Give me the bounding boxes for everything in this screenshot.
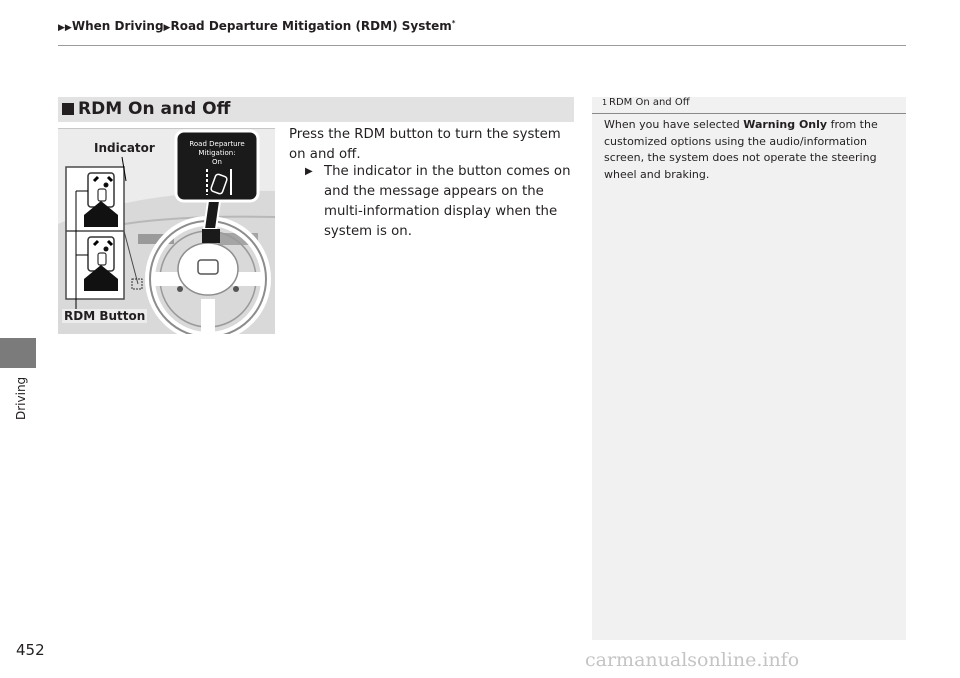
note-title: RDM On and Off <box>609 97 690 108</box>
note-number: 1 <box>602 98 608 107</box>
indicator-label: Indicator <box>94 141 155 155</box>
note-header <box>592 97 906 114</box>
breadcrumb-item-rdm[interactable]: Road Departure Mitigation (RDM) System <box>170 19 452 33</box>
rdm-illustration <box>58 128 275 334</box>
section-title: RDM On and Off <box>78 99 231 119</box>
mid-display-line1: Road Departure <box>189 140 245 148</box>
double-triangle-icon: ▶▶ <box>58 23 72 33</box>
instruction-paragraph: Press the RDM button to turn the system on and off. <box>289 127 561 162</box>
chapter-tab <box>0 338 36 368</box>
chapter-label <box>12 368 30 428</box>
mid-display-message <box>179 140 255 167</box>
triangle-icon: ▶ <box>163 23 171 33</box>
black-square-icon <box>62 103 74 115</box>
result-item <box>305 162 577 242</box>
breadcrumb-item-when-driving[interactable]: When Driving <box>71 19 164 33</box>
note-text-part1: When you have selected <box>604 118 744 131</box>
asterisk-mark: * <box>451 19 456 27</box>
triangle-bullet-icon: ▶ <box>305 166 313 177</box>
header-divider <box>58 45 906 46</box>
note-bold-option: Warning Only <box>743 118 828 131</box>
section-heading <box>58 97 574 122</box>
note-text-part2: from the customized options using the audio/information screen, the system does not operate the steering wheel and braking. <box>604 118 878 181</box>
result-text: The indicator in the button comes on and the message appears on the multi-information display when the system is on. <box>324 164 571 239</box>
chapter-label-text: Driving <box>14 376 28 420</box>
mid-display-line3: On <box>212 158 222 166</box>
page-number: 452 <box>16 641 45 659</box>
note-box <box>592 97 906 640</box>
rdm-button-label: RDM Button <box>64 309 146 323</box>
mid-display-line2: Mitigation: <box>198 149 236 157</box>
note-text <box>604 117 900 183</box>
breadcrumb <box>58 19 455 33</box>
watermark: carmanualsonline.info <box>585 649 800 671</box>
